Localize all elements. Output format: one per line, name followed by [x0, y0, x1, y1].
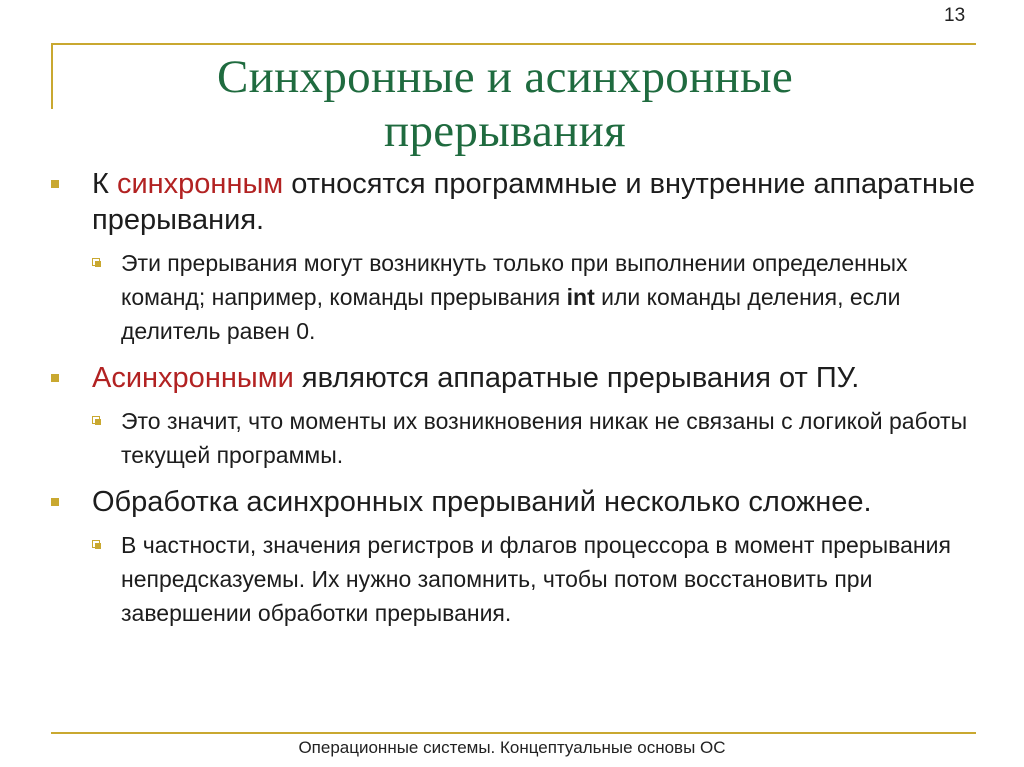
bullet-processing: [92, 484, 992, 520]
sub-bullet-1-bold: int: [566, 284, 595, 310]
slide-title: [70, 50, 940, 158]
footer-rule: [51, 732, 976, 734]
bullet-3-text: Обработка асинхронных прерываний несколько сложнее.: [92, 486, 872, 518]
square-bullet-icon: [51, 498, 59, 506]
sub-bullet-3-text: В частности, значения регистров и флагов процессора в момент прерывания непредсказуемы. Их нужно запомнить, чтобы потом восстановить при завершении обработки прерывания.: [121, 532, 951, 626]
hollow-square-bullet-icon: [92, 540, 100, 548]
bullet-2-text: являются аппаратные прерывания от ПУ.: [293, 362, 860, 394]
hollow-square-bullet-icon: [92, 416, 100, 424]
bullet-1-prefix: К: [92, 168, 117, 200]
bullet-1-text: относятся программные и внутренние аппаратные прерывания.: [92, 168, 976, 236]
sub-bullet-1-before: Эти прерывания могут возникнуть только при выполнении определенных команд; например, команды прерывания: [121, 250, 908, 310]
slide-number: 13: [944, 5, 966, 26]
square-bullet-icon: [51, 374, 59, 382]
footer-text: Операционные системы. Концептуальные основы ОС: [298, 738, 726, 757]
bullet-asynchronous: [92, 360, 992, 396]
sub-bullet-2-text: Это значит, что моменты их возникновения никак не связаны с логикой работы текущей программы.: [121, 408, 968, 468]
bullet-1-accent: синхронным: [116, 168, 284, 200]
slide-title-line-1: Синхронные и асинхронные: [216, 51, 794, 103]
sub-bullet-synchronous: [121, 246, 991, 348]
slide-title-line-2: прерывания: [384, 105, 626, 157]
hollow-square-bullet-icon: [92, 258, 100, 266]
title-rule-horizontal: [51, 43, 976, 45]
sub-bullet-processing: [121, 528, 991, 630]
sub-bullet-asynchronous: [121, 404, 991, 472]
sub-bullet-1-after: или команды деления, если делитель равен 0.: [121, 284, 901, 344]
bullet-2-accent: Асинхронными: [92, 362, 294, 394]
title-rule-vertical: [51, 43, 53, 109]
bullet-synchronous: [92, 166, 992, 238]
square-bullet-icon: [51, 180, 59, 188]
slide-content: [92, 166, 992, 642]
